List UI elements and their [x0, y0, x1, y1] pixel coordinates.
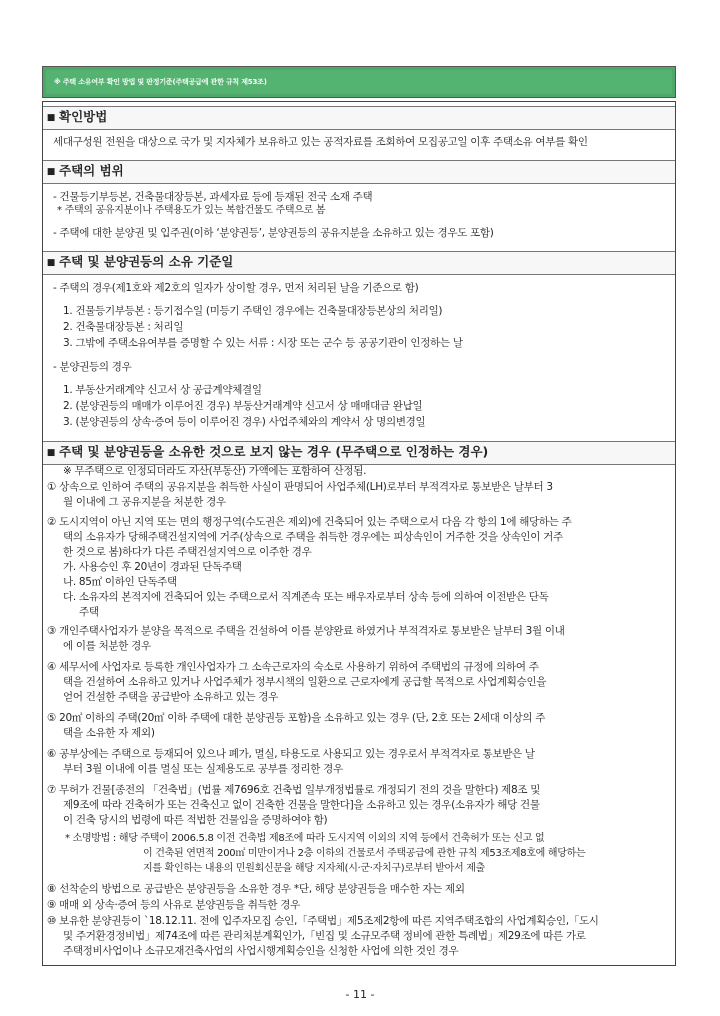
square-bullet-icon: ■: [46, 258, 56, 268]
criteria-line: - 분양권등의 경우: [53, 361, 132, 373]
section-heading-exempt: ■ 주택 및 분양권등을 소유한 것으로 보지 않는 경우 (무주택으로 인정하는 경우): [43, 441, 675, 465]
exempt-item-7-cont: 이 건축 당시의 법령에 따른 적법한 건물임을 증명하여야 함): [63, 814, 328, 826]
exempt-item-7-proof-cont: 이 건축된 연면적 200㎡ 미만이거나 2층 이하의 건물로서 주택공급에 관한 규칙 제53조제8호에 해당하는: [143, 848, 586, 859]
exempt-item-5-cont: 택을 소유한 자 제외): [63, 727, 155, 739]
exempt-item-6-cont: 부터 3월 이내에 이를 멸실 또는 실제용도로 공부를 정리한 경우: [63, 763, 343, 775]
exempt-sub-item: 다. 소유자의 본적지에 건축되어 있는 주택으로서 직계존속 또는 배우자로부터 상속 등에 의하여 이전받은 단독: [63, 591, 549, 603]
content-box: [42, 101, 676, 966]
section-heading-criteria: ■ 주택 및 분양권등의 소유 기준일: [43, 251, 675, 275]
square-bullet-icon: ■: [46, 448, 56, 458]
notice-frame: [42, 66, 678, 966]
exempt-item-10: ⑩ 보유한 분양권등이 `18.12.11. 전에 입주자모집 승인,「주택법」제5조제2항에 따른 지역주택조합의 사업계획승인,「도시: [47, 915, 599, 927]
criteria-line: 3. 그밖에 주택소유여부를 증명할 수 있는 서류 : 시장 또는 군수 등 공공기관이 인정하는 날: [63, 337, 463, 349]
exempt-item-7-proof-cont: 지를 확인하는 내용의 민원회신문을 해당 지자체(시·군·자치구)로부터 받아서 제출: [143, 863, 485, 874]
exempt-item-6: ⑥ 공부상에는 주택으로 등재되어 있으나 폐가, 멸실, 타용도로 사용되고 있는 경우로서 부적격자로 통보받은 날: [47, 748, 535, 760]
scope-line: - 건물등기부등본, 건축물대장등본, 과세자료 등에 등재된 전국 소재 주택: [53, 191, 373, 203]
scope-line: - 주택에 대한 분양권 및 입주권(이하 ‘분양권등’, 분양권등의 공유지분을 소유하고 있는 경우도 포함): [53, 227, 494, 239]
exempt-sub-item: 가. 사용승인 후 20년이 경과된 단독주택: [63, 561, 242, 573]
exempt-item-7: ⑦ 무허가 건물[종전의 「건축법」(법률 제7696호 건축법 일부개정법률로 개정되기 전의 것을 말한다) 제8조 및: [47, 784, 541, 796]
page-title: ※ 주택 소유여부 확인 방법 및 판정기준(주택공급에 관한 규칙 제53조): [46, 70, 672, 94]
exempt-item-8: ⑧ 선착순의 방법으로 공급받은 분양권등을 소유한 경우 *단, 해당 분양권등을 매수한 자는 제외: [47, 883, 465, 895]
section-heading-check-method: ■ 확인방법: [43, 106, 675, 130]
exempt-item-2: ② 도시지역이 아닌 지역 또는 면의 행정구역(수도권은 제외)에 건축되어 있는 주택으로서 다음 각 항의 1에 해당하는 주: [47, 516, 572, 528]
scope-note: * 주택의 공유지분이나 주택용도가 있는 복합건물도 주택으로 봄: [57, 205, 326, 216]
exempt-note: ※ 무주택으로 인정되더라도 자산(부동산) 가액에는 포함하여 산정됨.: [63, 465, 367, 477]
title-banner: [42, 66, 676, 98]
section-heading-scope: ■ 주택의 범위: [43, 160, 675, 184]
square-bullet-icon: ■: [46, 167, 56, 177]
exempt-item-7-proof: * 소명방법 : 해당 주택이 2006.5.8 이전 건축법 제8조에 따라 도시지역 이외의 지역 등에서 건축허가 또는 신고 없: [65, 833, 545, 844]
exempt-item-3-cont: 에 이를 처분한 경우: [63, 640, 151, 652]
exempt-sub-item: 나. 85㎡ 이하인 단독주택: [63, 576, 177, 588]
exempt-item-5: ⑤ 20㎡ 이하의 주택(20㎡ 이하 주택에 대한 분양권등 포함)을 소유하고 있는 경우 (단, 2호 또는 2세대 이상의 주: [47, 712, 546, 724]
exempt-item-1: ① 상속으로 인하여 주택의 공유지분을 취득한 사실이 판명되어 사업주체(LH)로부터 부적격자로 통보받은 날부터 3: [47, 481, 553, 493]
exempt-item-4-cont: 얻어 건설한 주택을 공급받아 소유하고 있는 경우: [63, 691, 279, 703]
criteria-line: 2. (분양권등의 매매가 이루어진 경우) 부동산거래계약 신고서 상 매매대금 완납일: [63, 400, 423, 412]
criteria-line: 2. 건축물대장등본 : 처리일: [63, 321, 184, 333]
exempt-item-1-cont: 월 이내에 그 공유지분을 처분한 경우: [63, 496, 226, 508]
page-number: - 11 -: [345, 988, 375, 1001]
exempt-item-2-cont: 한 것으로 봄)하다가 다른 주택건설지역으로 이주한 경우: [63, 546, 312, 558]
exempt-sub-item-cont: 주택: [79, 606, 99, 618]
check-method-text: 세대구성원 전원을 대상으로 국가 및 지자체가 보유하고 있는 공적자료를 조회하여 모집공고일 이후 주택소유 여부를 확인: [53, 136, 588, 148]
criteria-line: - 주택의 경우(제1호와 제2호의 일자가 상이할 경우, 먼저 처리된 날을 기준으로 함): [53, 282, 419, 294]
exempt-item-2-cont: 택의 소유자가 당해주택건설지역에 거주(상속으로 주택을 취득한 경우에는 피상속인이 거주한 것을 상속인이 거주: [63, 531, 563, 543]
criteria-line: 1. 건물등기부등본 : 등기접수일 (미등기 주택인 경우에는 건축물대장등본상의 처리일): [63, 305, 443, 317]
exempt-item-9: ⑨ 매매 외 상속·증여 등의 사유로 분양권등을 취득한 경우: [47, 899, 300, 911]
exempt-item-4: ④ 세무서에 사업자로 등록한 개인사업자가 그 소속근로자의 숙소로 사용하기 위하여 주택법의 규정에 의하여 주: [47, 661, 539, 673]
exempt-item-4-cont: 택을 건설하여 소유하고 있거나 사업주체가 정부시책의 일환으로 근로자에게 공급할 목적으로 사업계획승인을: [63, 676, 547, 688]
exempt-item-3: ③ 개인주택사업자가 분양을 목적으로 주택을 건설하여 이를 분양완료 하였거나 부적격자로 통보받은 날부터 3월 이내: [47, 625, 565, 637]
criteria-line: 3. (분양권등의 상속·증여 등이 이루어진 경우) 사업주체와의 계약서 상 명의변경일: [63, 416, 426, 428]
square-bullet-icon: ■: [46, 113, 56, 123]
exempt-item-10-cont: 및 주거환경정비법」제74조에 따른 관리처분계획인가,「빈집 및 소규모주택 정비에 관한 특례법」제29조에 따른 가로: [63, 930, 586, 942]
exempt-item-10-cont: 주택정비사업이나 소규모재건축사업의 사업시행계획승인을 신청한 사업에 의한 것인 경우: [63, 945, 459, 957]
exempt-item-7-cont: 제9조에 따라 건축허가 또는 건축신고 없이 건축한 건물을 말한다]을 소유하고 있는 경우(소유자가 해당 건물: [63, 799, 540, 811]
criteria-line: 1. 부동산거래계약 신고서 상 공급계약체결일: [63, 384, 262, 396]
